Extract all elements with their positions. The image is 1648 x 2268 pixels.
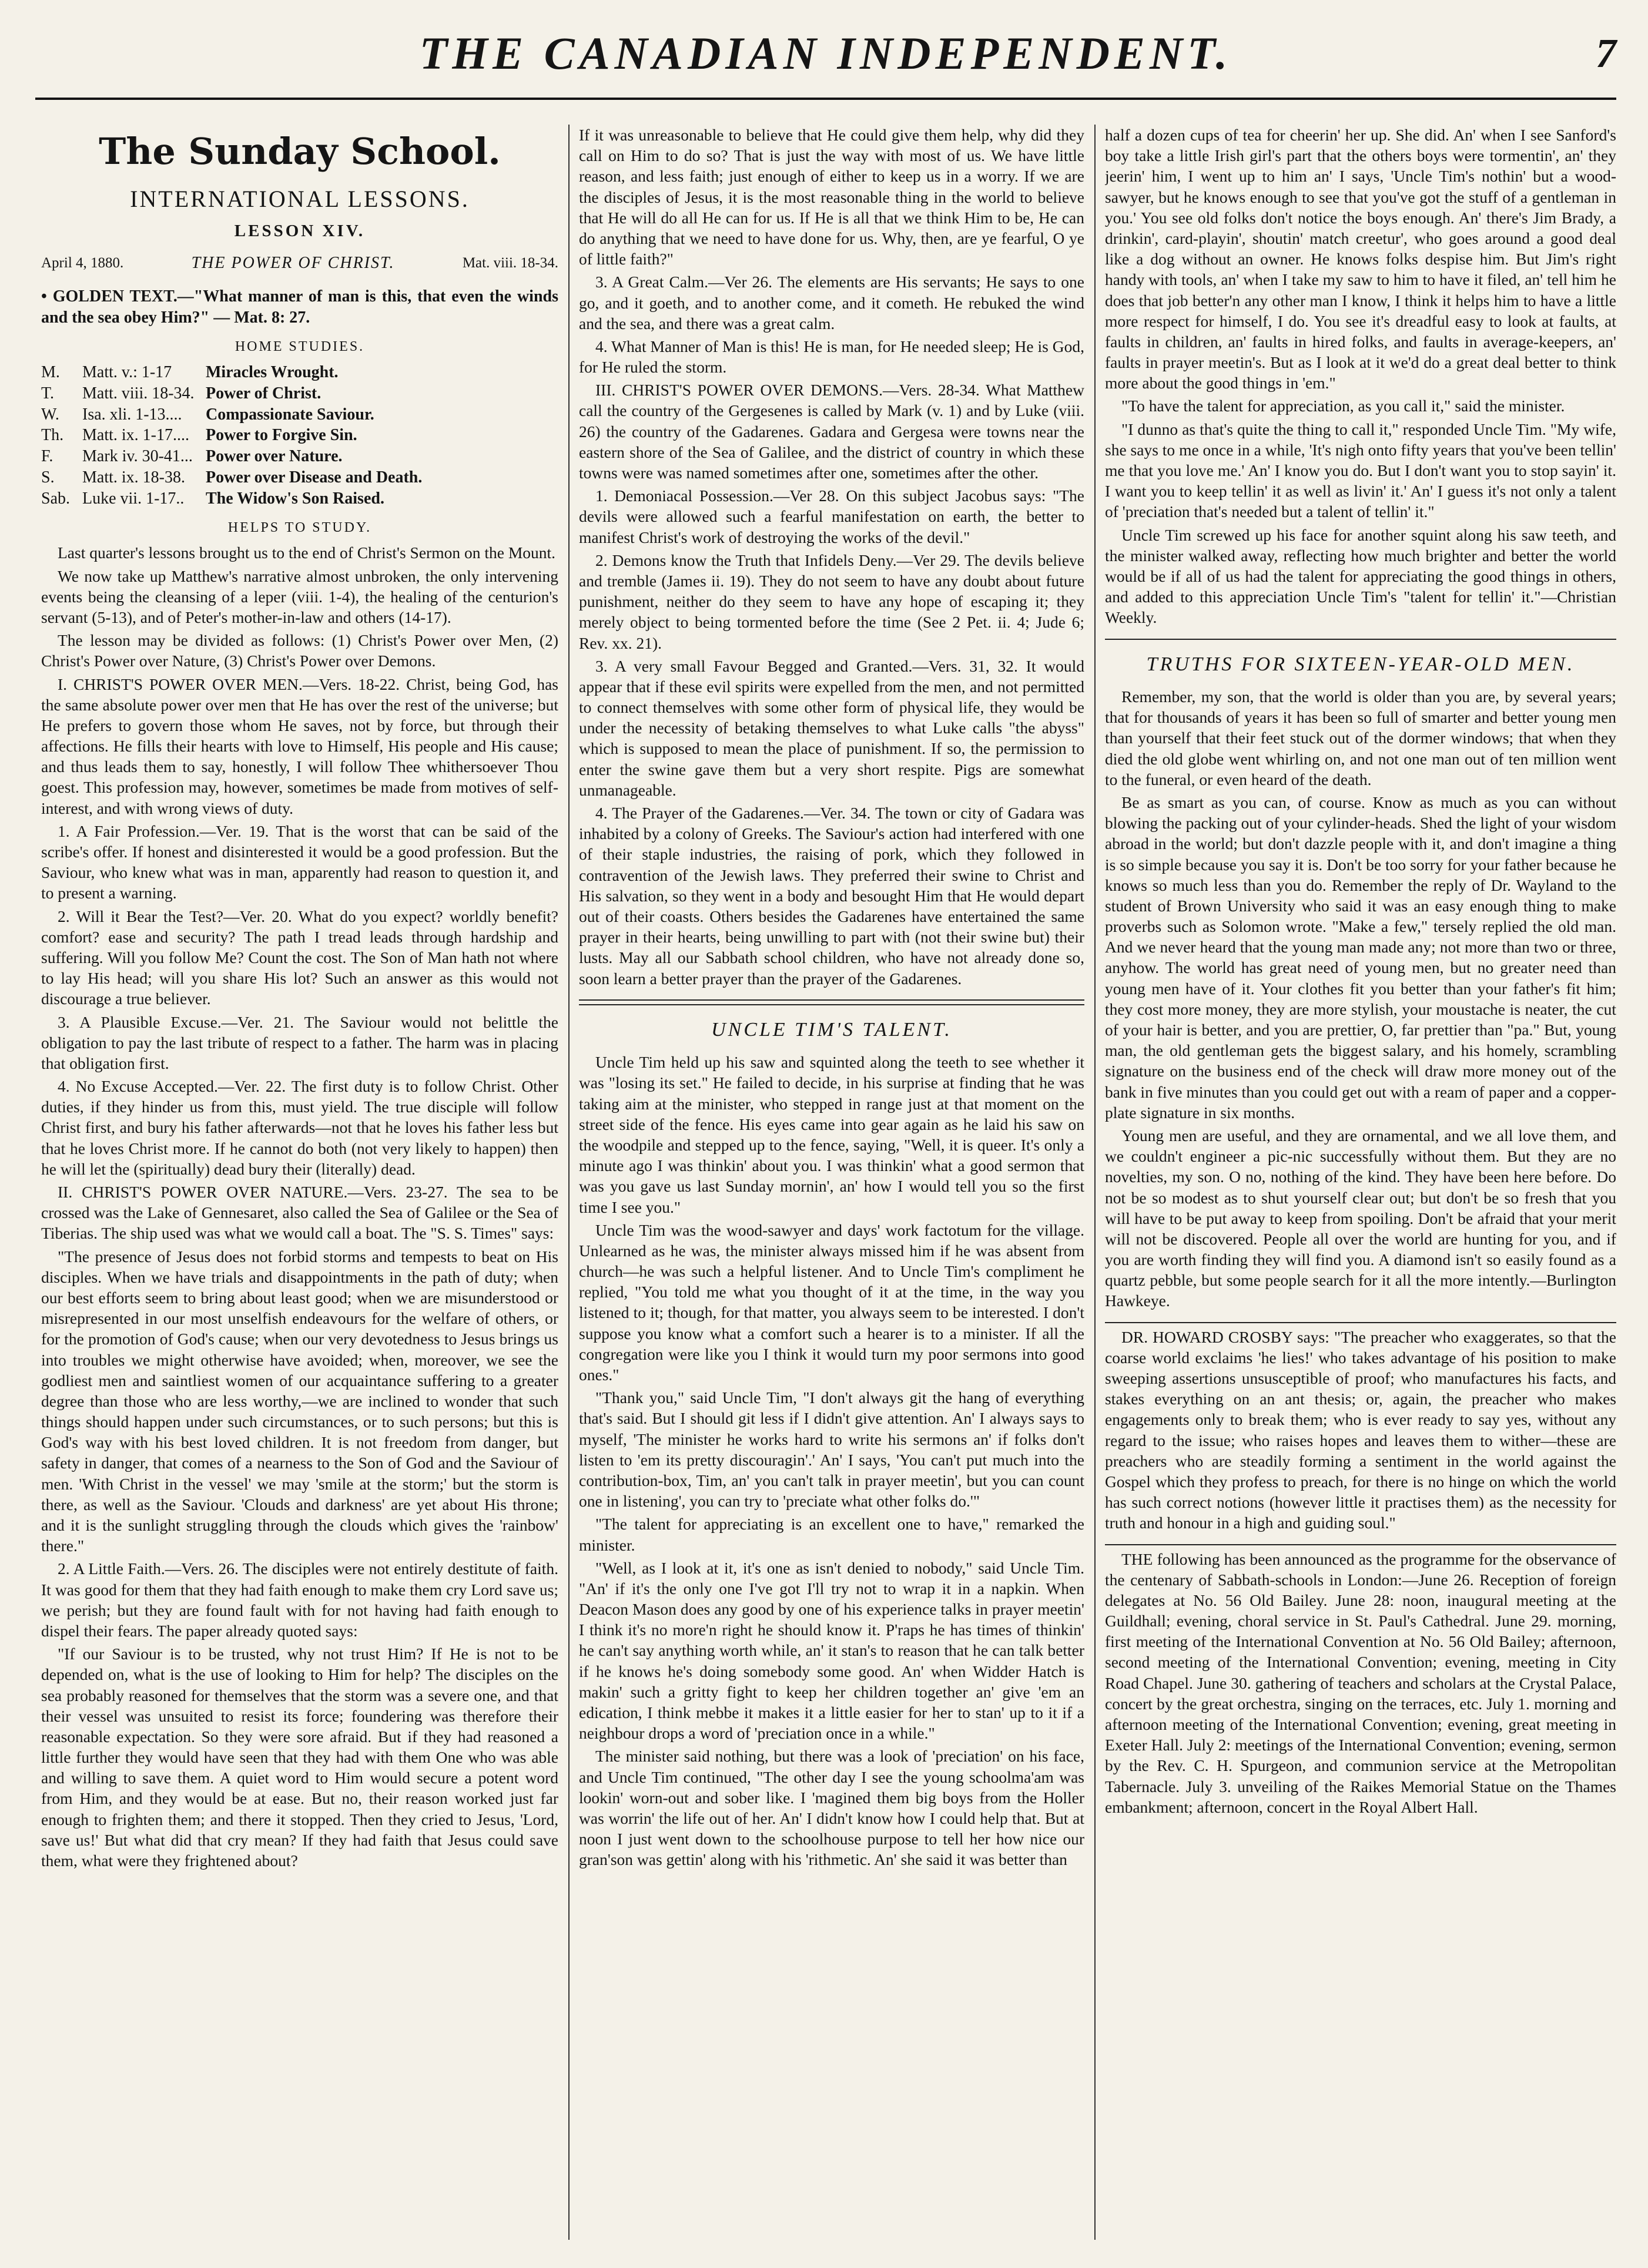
list-item [41,467,558,488]
study-day: T. [41,384,55,402]
paragraph: "Well, as I look at it, it's one as isn't denied to nobody," said Uncle Tim. "An' if it's the only one I've got I'll try not to wrap it in a napkin. When Deacon Mason does any good by one of his experience talks in prayer meetin' I think it's no more'n right he should know it. P'raps he has times of thinkin' he can't say anything worth while, an' it stan's to reason that he can talk better if he knows he's doing somebody some good. An' when Widder Hatch is makin' such a gritty fight to keep her children together an' give 'em an edication, I think mebbe it makes it a little easier for her to stan' up to it if a neighbour drops a word of 'preciation once in a while." [579,1558,1084,1743]
study-title: Power over Nature. [206,447,343,466]
paragraph: If it was unreasonable to believe that He could give them help, why did they call on Him to do so? That is just the way with most of us. We have little reason, and less faith; just enough of either to keep us in a worry. If we are the disciples of Jesus, it is the most reasonable thing in the world to believe that He will do all He can for us. If He is all that we think Him to be, He can do anything that we need to have done for us. Why, then, are ye fearful, O ye of little faith?" [579,126,1084,269]
paragraph: DR. HOWARD CROSBY says: "The preacher who exaggerates, so that the coarse world exclaims 'he lies!' who takes advantage of his position to make sweeping assertions unsusceptible of proof; who manufactures his facts, and stakes everything on an ant thesis; or, again, the preacher who makes engagements only to break them; who is ever ready to say yes, without any regard to the issue; who raises hopes and leaves them to wither—these are preachers who are steadily forming a sentiment in the world against the Gospel which they profess to preach, for there is no hinge on which the world has such correct notions (however little it practises them) as the necessity for truth and honour in a high and guiding soul." [1105,1327,1616,1532]
study-ref: Luke vii. 1-17.. [82,489,185,508]
newspaper-title: THE CANADIAN INDEPENDENT. [419,28,1232,79]
list-item [41,383,558,404]
lesson-topic: THE POWER OF CHRIST. [191,253,395,272]
article-divider [1105,1322,1616,1323]
paragraph: 4. What Manner of Man is this! He is man, for He needed sleep; He is God, for He ruled the storm. [579,337,1084,377]
study-day: Sab. [41,489,70,508]
list-item [41,488,558,509]
list-item [41,404,558,425]
golden-text: • GOLDEN TEXT.—"What manner of man is this, that even the winds and the sea obey Him?" — Mat. 8: 27. [41,287,558,327]
study-title: Miracles Wrought. [206,363,339,381]
paragraph: "Thank you," said Uncle Tim, "I don't always git the hang of everything that's said. But I should git less if I didn't give attention. An' I always says to myself, 'The minister he works hard to write his sermons an' if folks don't listen to 'em its pretty discouragin'.' An' I says, 'You can't put much into the contribution-box, Tim, an' you can't talk in prayer meetin', but you can count one in listening', you can try to 'preciate what other folks do.'" [579,1388,1084,1511]
page-number: 7 [1596,31,1616,76]
paragraph: The lesson may be divided as follows: (1) Christ's Power over Men, (2) Christ's Power over Nature, (3) Christ's Power over Demons. [41,631,558,670]
paragraph: 1. Demoniacal Possession.—Ver 28. On this subject Jacobus says: "The devils were allowed such a fearful manifestation on earth, the better to manifest Christ's work of destroying the works of the devil." [579,487,1084,546]
paragraph: Be as smart as you can, of course. Know as much as you can without blowing the packing out of your cylinder-heads. Shed the light of your wisdom abroad in the world; but don't dazzle people with it, and don't imagine a thing is so simple because you say it is. Don't be too sorry for your father because he knows so much less than you do. Remember the reply of Dr. Wayland to the student of Brown University who said it was an easy enough thing to make proverbs such as Solomon wrote. "Make a few," tersely replied the old man. And we never heard that the young man made any; not more than two or three, anyhow. The world has great need of young men, but no greater need than young men have of it. Your clothes fit you better than your father's fit him; they cost more money, they are more stylish, your moustache is neater, the cut of your hair is better, and you are prettier, O, far prettier than "pa." But, young man, the old gentleman gets the biggest salary, and his homely, scrambling signature on the business end of the check will draw more money out of the bank in five minutes than you could get out with a ream of paper and a copper-plate signature in six months. [1105,793,1616,1122]
study-title: The Widow's Son Raised. [206,489,384,508]
lesson-reference: Mat. viii. 18-34. [462,254,558,271]
helps-title: HELPS TO STUDY. [227,519,372,535]
paragraph: Uncle Tim screwed up his face for another squint along his saw teeth, and the minister walked away, reflecting how much brighter and better the world would be if all of us had the talent for appreciating the good things in others, and added to this appreciation Uncle Tim's "talent for tellin' it."—Christian Weekly. [1105,525,1616,627]
study-ref: Matt. ix. 1-17.... [82,426,189,445]
paragraph: 4. No Excuse Accepted.—Ver. 22. The first duty is to follow Christ. Other duties, if they hinder us from this, must yield. The true disciple will follow Christ first, and bury his father afterwards—not that he loves his father less but that he loves Christ more. If he cannot do both (not very likely to happen) then he will let the (spiritually) dead bury their (literally) dead. [41,1077,558,1178]
column-divider [1094,125,1096,2240]
paragraph: half a dozen cups of tea for cheerin' her up. She did. An' when I see Sanford's boy take a little Irish girl's part that the others boys were tormentin', an' they jeerin' him, I went up to him an' I says, 'Uncle Tim's nothin' but a wood-sawyer, but he knows enough to see that you've got the stuff of a gentleman in you.' You see old folks don't notice the boys enough. An' there's Jim Brady, a drinkin', card-playin', shoutin' match creetur', who goes around a good deal like a dog without an owner. He knows folks despise him. But Jim's right handy with tools, an' when I take my saw to him to have it filed, an' tell him he does that job better'n any other man I know, I think it helps him to have a little more respect for himself, I do. You see it's dreadful easy to look at faults, at faults in children, an' faults in hired folks, and faults in average-keepers, an' faults in prayer meetin's. But as I look at it we'd do a great deal better to think more about the good things in 'em." [1105,126,1616,392]
article-divider [1105,1544,1616,1545]
study-day: F. [41,447,53,466]
study-title: Power over Disease and Death. [206,468,423,487]
study-ref: Isa. xli. 1-13.... [82,405,182,424]
study-title: Power to Forgive Sin. [206,426,357,445]
paragraph: III. CHRIST'S POWER OVER DEMONS.—Vers. 28-34. What Matthew call the country of the Gergesenes is called by Mark (v. 1) and by Luke (viii. 26) the country of the Gadarenes. Gadara and Gergesa were towns near the eastern shore of the Sea of Galilee, and the district of country in which these towns were was named sometimes after one, sometimes after the other. [579,381,1084,482]
paragraph: 2. A Little Faith.—Vers. 26. The disciples were not entirely destitute of faith. It was good for them that they had faith enough to make them cry Lord save us; we perish; but they are found fault with for not having had faith enough to dispel their fears. The paper already quoted says: [41,1559,558,1640]
article-title: TRUTHS FOR SIXTEEN-YEAR-OLD MEN. [1146,653,1575,675]
paragraph: Remember, my son, that the world is older than you are, by several years; that for thousands of years it has been so full of smarter and better young men than yourself that their feet stuck out of the dormer windows; that when they died the old globe went whirling on, and not one man out of ten million went to the funeral, or even heard of the death. [1105,687,1616,789]
masthead [35,16,1616,105]
list-item [41,362,558,383]
study-title: Compassionate Saviour. [206,405,374,424]
paragraph: The minister said nothing, but there was a look of 'preciation' on his face, and Uncle Tim continued, "The other day I see the young schoolma'am was lookin' worn-out and sober like. I 'magined them big boys from the Holler was worrin' the life out of her. An' I didn't know how I could help that. But at noon I just went down to the schoolhouse purpose to tell her how nice our gran'son was gettin' along with his 'rithmetic. An' she said it was better than [579,1747,1084,1869]
paragraph: 3. A Great Calm.—Ver 26. The elements are His servants; He says to one go, and it goeth, and to another come, and it cometh. He rebuked the wind and the sea, and there was a great calm. [579,273,1084,333]
paragraph: "To have the talent for appreciation, as you call it," said the minister. [1121,397,1565,415]
article-divider [1105,639,1616,640]
paragraph: 4. The Prayer of the Gadarenes.—Ver. 34. The town or city of Gadara was inhabited by a colony of Greeks. The Saviour's action had interfered with one of their staple industries, the raising of pork, which they followed in contravention of the Jewish laws. They preferred their swine to Christ and His salvation, so they went in a body and besought Him that He would depart out of their coasts. Others besides the Gadarenes have entertained the same prayer in their hearts, being unwilling to part with (not their swine but) their lusts. May all our Sabbath school children, who have not already done so, soon learn a better prayer than the prayer of the Gadarenes. [579,804,1084,988]
column-divider [568,125,570,2240]
paragraph: "The talent for appreciating is an excellent one to have," remarked the minister. [579,1515,1084,1554]
lesson-label: LESSON XIV. [234,221,366,240]
study-day: W. [41,405,59,424]
lesson-date: April 4, 1880. [41,254,124,271]
article-title: UNCLE TIM'S TALENT. [711,1018,952,1041]
study-ref: Matt. viii. 18-34. [82,384,195,402]
paragraph: 1. A Fair Profession.—Ver. 19. That is the worst that can be said of the scribe's offer. If honest and disinterested it would be a good profession. But the Saviour, who knew what was in man, apparently had reason to question it, and to present a warning. [41,821,558,902]
paragraph: I. CHRIST'S POWER OVER MEN.—Vers. 18-22. Christ, being God, has the same absolute power over men that He has over the rest of the universe; but He prefers to govern those whom He saves, not by force, but through their affections. He fills their hearts with love to Himself, His people and His cause; and thus leads them to say, honestly, I will follow Thee whithersoever Thou goest. This profession may, however, sometimes be made from motives of self-interest, and with wrong views of duty. [41,675,558,817]
column-2 [579,125,1084,2240]
paragraph: Young men are useful, and they are ornamental, and we all love them, and we couldn't engineer a pic-nic successfully without them. But they are no novelties, my son. O no, nothing of the kind. They have been here before. Do not be so modest as to shut yourself clear out; but don't be so fresh that you will have to be put away to keep from spoiling. Don't be afraid that your merit will not be discovered. People all over the world are hunting for you, and if you are worth finding they will find you. A diamond isn't so easily found as a quartz pebble, but some people search for it all the more intently.—Burlington Hawkeye. [1105,1126,1616,1310]
study-ref: Matt. ix. 18-38. [82,468,185,487]
study-day: S. [41,468,55,487]
study-ref: Matt. v.: 1-17 [82,363,172,381]
paragraph: "I dunno as that's quite the thing to call it," responded Uncle Tim. "My wife, she says to me once in a while, 'It's nigh onto fifty years that you've been tellin' me that you love me.' An' I know you do. But I don't want you to stop sayin' it. I want you to keep tellin' it as well as livin' it.' An' I guess it's not only a talent of 'preciation that's needed but a talent of tellin' it." [1105,420,1616,521]
paragraph: We now take up Matthew's narrative almost unbroken, the only intervening events being the cleansing of a leper (viii. 1-4), the healing of the centurion's servant (5-13), and of Peter's mother-in-law and others (14-17). [41,566,558,626]
section-subtitle: INTERNATIONAL LESSONS. [130,186,470,213]
section-title: The Sunday School. [99,130,501,173]
home-studies-list [41,362,558,509]
paragraph: 2. Demons know the Truth that Infidels Deny.—Ver 29. The devils believe and tremble (James ii. 19). They do not seem to have any doubt about future punishment, neither do they seem to have any hope of escaping it; they merely object to being tormented before the time (See 2 Pet. ii. 4; Jude 6; Rev. xx. 21). [579,551,1084,652]
paragraph: II. CHRIST'S POWER OVER NATURE.—Vers. 23-27. The sea to be crossed was the Lake of Gennesaret, also called the Sea of Galilee or the Sea of Tiberias. The ship used was what we would call a boat. The "S. S. Times" says: [41,1183,558,1243]
study-ref: Mark iv. 30-41... [82,447,193,466]
study-title: Power of Christ. [206,384,321,402]
column-3 [1105,125,1616,2240]
list-item [41,425,558,446]
column-1 [41,125,558,2240]
article-divider [579,1004,1084,1005]
list-item [41,446,558,467]
masthead-rule [35,98,1616,100]
article-divider [579,999,1084,1001]
lesson-info [41,253,558,274]
paragraph: Uncle Tim held up his saw and squinted along the teeth to see whether it was "losing its set." He failed to decide, in his surprise at finding that he was taking aim at the minister, who stepped in range just at that moment on the street side of the fence. His eyes came into gear again as he laid his saw on the woodpile and stepped up to the fence, saying, "Well, it is queer. It's only a minute ago I was thinkin' about you. I was thinkin' what a good sermon that was you gave us last Sunday mornin', an' how I would tell you so the first time I see you." [579,1053,1084,1216]
paragraph: 3. A very small Favour Begged and Granted.—Vers. 31, 32. It would appear that if these evil spirits were expelled from the men, and not permitted to connect themselves with some other form of physical life, they would be under the necessity of betaking themselves to what Luke calls "the abyss" which is supposed to mean the place of punishment. If so, the permission to enter the swine gave them but a very short respite. Pigs are somewhat unmanageable. [579,656,1084,799]
paragraph: 3. A Plausible Excuse.—Ver. 21. The Saviour would not belittle the obligation to pay the last tribute of respect to a father. The harm was in placing that obligation first. [41,1012,558,1072]
home-studies-title: HOME STUDIES. [235,339,365,355]
study-day: Th. [41,426,64,445]
paragraph: "The presence of Jesus does not forbid storms and tempests to beat on His disciples. When we have trials and disappointments in the path of duty; when our best efforts seem to bring about least good; when we are misunderstood or misrepresented in our most unselfish endeavours for the welfare of others, or for the promotion of God's cause; when our very devotedness to Jesus brings us into troubles we might otherwise have avoided; when, moreover, we see the godliest men and saintliest women of our acquaintance suffering to a greater degree than those who are less worthy,—we are inclined to wonder that such things should happen under such circumstances, or to such persons; but this is God's way with his best loved children. It is not freedom from danger, but safety in danger, that comes of a nearness to the Son of God and the Saviour of men. 'With Christ in the vessel' we may 'smile at the storm;' but the storm is there, as well as the Saviour. 'Clouds and darkness' are yet about His throne; and it is the sunlight struggling through the clouds which gives the 'rainbow' there." [41,1247,558,1555]
paragraph: 2. Will it Bear the Test?—Ver. 20. What do you expect? worldly benefit? comfort? ease and security? The path I tread leads through hardship and suffering. Will you follow Me? Count the cost. The Son of Man hath not where to lay His head; will you share His lot? Such an answer as this would not discourage a true believer. [41,907,558,1008]
paragraph: Last quarter's lessons brought us to the end of Christ's Sermon on the Mount. [58,543,556,562]
paragraph: THE following has been announced as the programme for the observance of the centenary of Sabbath-schools in London:—June 26. Reception of foreign delegates at No. 56 Old Bailey. June 28: noon, inaugural meeting at the Guildhall; evening, choral service in St. Paul's Cathedral. June 29. morning, first meeting of the International Convention at No. 56 Old Bailey; afternoon, second meeting of the International Convention; evening, meeting in City Road Chapel. June 30. gathering of teachers and scholars at the Crystal Palace, concert by the great orchestra, singing on the terraces, etc. July 1. morning and afternoon meeting of the International Convention; evening, great meeting in Exeter Hall. July 2: meetings of the International Convention; evening, sermon by the Rev. C. H. Spurgeon, and communion service at the Metropolitan Tabernacle. July 3. unveiling of the Raikes Memorial Statue on the Thames embankment; afternoon, concert in the Royal Albert Hall. [1105,1549,1616,1816]
paragraph: Uncle Tim was the wood-sawyer and days' work factotum for the village. Unlearned as he was, the minister always missed him if he was absent from church—he was such a helpful listener. And to Uncle Tim's compliment he replied, "You told me what you thought of it at the time, in the way you listened to it; though, for that matter, you always seem to be interested. I don't suppose you know what a comfort such a hearer is to a minister. If all the congregation were like you I think it would turn my poor sermons into good ones." [579,1220,1084,1384]
study-day: M. [41,363,60,381]
paragraph: "If our Saviour is to be trusted, why not trust Him? If He is not to be depended on, what is the use of looking to Him for help? The disciples on the sea probably reasoned for themselves that the storm was a severe one, and that their vessel was unsuited to resist its force; foundering was therefore their reasonable expectation. So they were sore afraid. But if they had reasoned a little further they would have seen that they had with them One who was able and willing to save them. A quiet word to Him would secure a potent word from Him, and they would be at ease. But no, their reason worked just far enough to frighten them; and there it stopped. Then they cried to Jesus, 'Lord, save us!' But what did that cry mean? If they had faith that Jesus could save them, what were they frightened about? [41,1645,558,1870]
